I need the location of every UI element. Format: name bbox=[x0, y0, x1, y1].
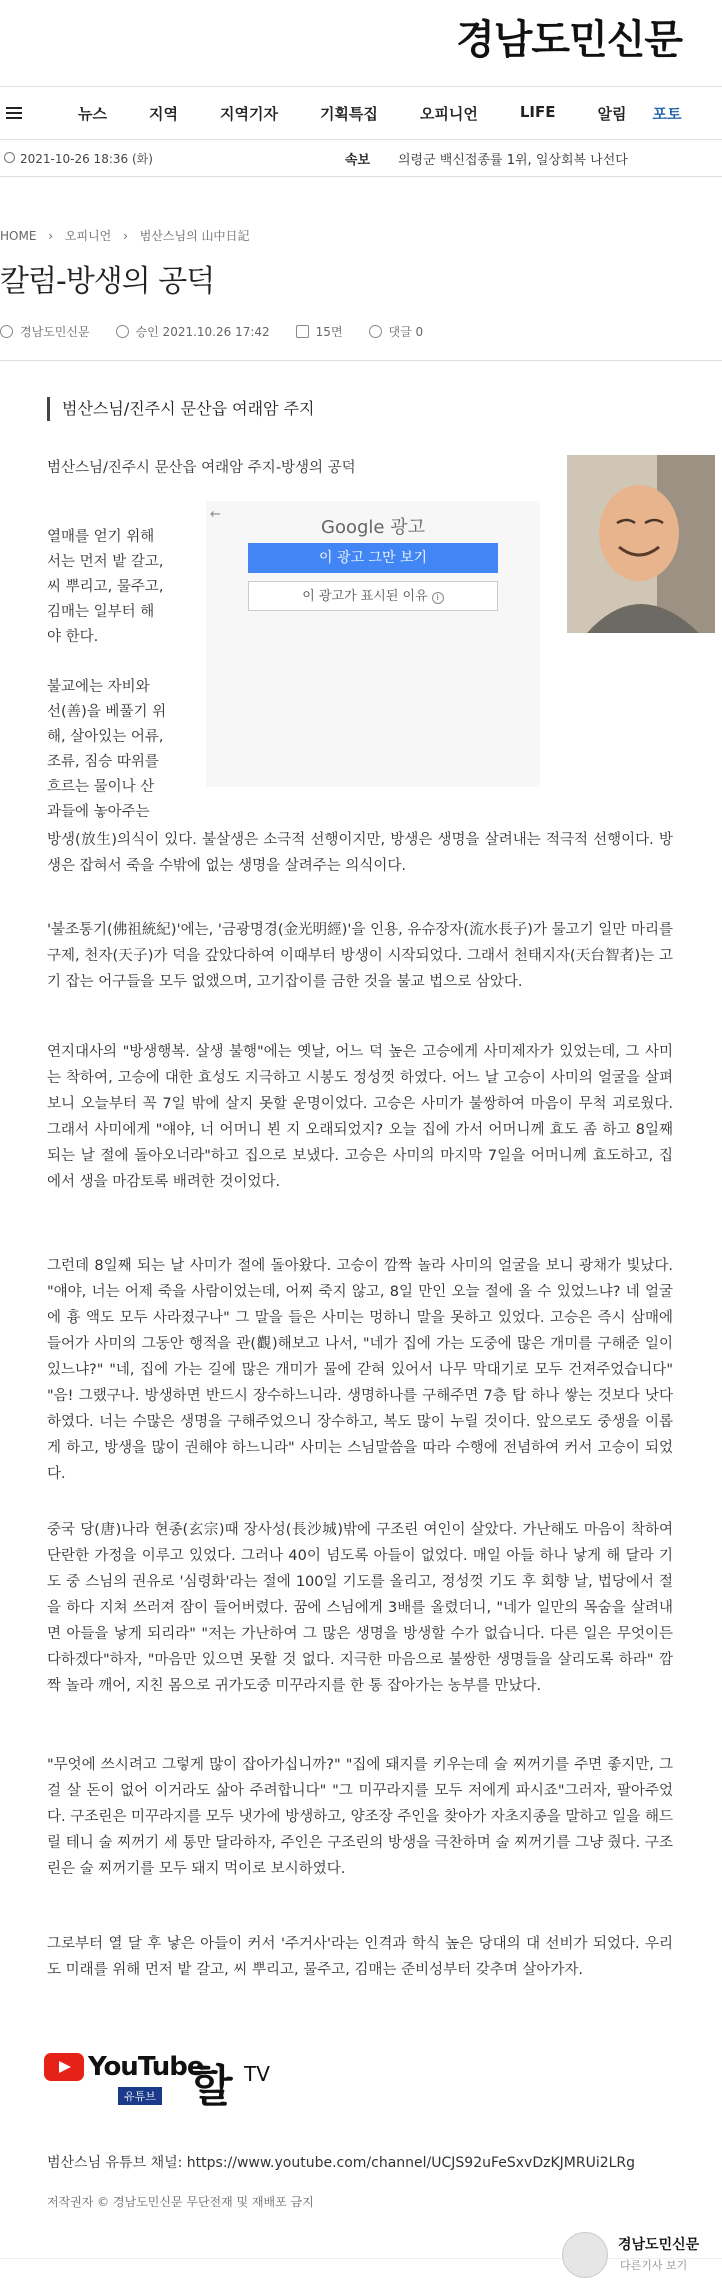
article-paragraph: 연지대사의 "방생행복. 살생 불행"에는 옛날, 어느 덕 높은 고승에게 사미제자가 있었는데, 그 사미는 착하여, 고승에 대한 효성도 지극하고 시봉도 정성껏 하였다. 어느 날 고승이 사미의 얼굴을 살펴보니 오늘부터 꼭 7일 밖에 살지 못할 운명이었다. 고승은 사미가 불쌍하여 마음이 무척 괴로웠다. 그래서 사미에게 "얘야, 너 어머니 뵌 지 오래되었지? 오늘 집에 가서 어머니께 효도 좀 하고 8일째 되는 날 절에 돌아오너라"하고 집으로 보냈다. 고승은 사미의 마지막 7일을 어머니께 효도하고, 집에서 생을 마감토록 배려한 것이었다. bbox=[47, 1044, 673, 1190]
masthead bbox=[0, 0, 722, 87]
intro-line: 씨 뿌리고, 물주고, bbox=[47, 579, 164, 595]
youtube-logo[interactable] bbox=[44, 2052, 203, 2082]
article-paragraph: '불조통기(佛祖統紀)'에는, '금광명경(金光明經)'을 인용, 유슈장자(流水長子)가 물고기 일만 마리를 구제, 천자(天子)가 덕을 갚았다하여 이때부터 방생이 시작되었다. 그래서 천태지자(天台智者)는 고기 잡는 어구들을 모두 없앴으며, 고기잡이를 금한 것을 불교 법으로 삼았다. bbox=[47, 922, 673, 990]
back-arrow-icon[interactable]: ← bbox=[210, 507, 221, 522]
nav-item-life[interactable]: LIFE bbox=[519, 102, 556, 121]
breaking-label: 속보 bbox=[345, 153, 371, 168]
newspaper-icon bbox=[296, 325, 309, 338]
intro-line: 김매는 일부터 해 bbox=[47, 604, 155, 620]
hamburger-menu-icon[interactable] bbox=[6, 107, 22, 119]
clock-icon bbox=[4, 152, 15, 163]
divider bbox=[0, 360, 722, 361]
breadcrumb-separator: › bbox=[48, 229, 54, 243]
wrap-line: 과들에 놓아주는 bbox=[47, 804, 150, 820]
author-photo bbox=[567, 455, 715, 633]
google-ad bbox=[206, 501, 540, 787]
wrap-line: 해, 살아있는 어류, bbox=[47, 729, 164, 745]
article-paragraph: 방생(放生)의식이 있다. 불살생은 소극적 선행이지만, 방생은 생명을 살려내는 적극적 선행이다. 방생은 잡혀서 죽을 수밖에 없는 생명을 살려주는 의식이다. bbox=[47, 832, 673, 874]
current-datetime: 2021-10-26 18:36 (화) bbox=[20, 152, 153, 166]
wrap-line: 선(善)을 베풀기 위 bbox=[47, 704, 167, 720]
main-nav bbox=[0, 87, 722, 140]
meta-page bbox=[296, 323, 343, 340]
breadcrumb-home[interactable]: HOME bbox=[0, 229, 37, 243]
youtube-korean-label: 유튜브 bbox=[118, 2087, 162, 2105]
more-articles-link[interactable]: 다른기사 보기 bbox=[620, 2259, 688, 2272]
nav-item-photo[interactable]: 포토 bbox=[652, 104, 682, 123]
breadcrumb-column[interactable]: 범산스님의 山中日記 bbox=[139, 229, 250, 243]
youtube-play-icon bbox=[44, 2053, 84, 2081]
comment-count[interactable]: 댓글 0 bbox=[388, 325, 424, 339]
intro-paragraph bbox=[47, 525, 197, 650]
meta-author bbox=[0, 323, 90, 340]
page-number: 15면 bbox=[315, 325, 343, 339]
youtube-channel-link[interactable]: 범산스님 유튜브 채널: https://www.youtube.com/channel/UCJS92uFeSxvDzKJMRUi2LRg bbox=[47, 2155, 636, 2171]
nav-item-opinion[interactable]: 오피니언 bbox=[419, 104, 478, 123]
nav-item-region[interactable]: 지역 bbox=[148, 104, 178, 123]
youtube-wordmark: YouTube bbox=[88, 2052, 204, 2082]
author-name: 경남도민신문 bbox=[20, 325, 90, 339]
nav-item-notice[interactable]: 알림 bbox=[597, 104, 627, 123]
article-paragraph: "무엇에 쓰시려고 그렇게 많이 잡아가십니까?" "집에 돼지를 키우는데 술 찌꺼기를 주면 좋지만, 그걸 살 돈이 없어 이거라도 삶아 주려합니다" "그 미꾸라지를 모두 저에게 파시죠"그러자, 팔아주었다. 구조린은 미꾸라지를 모두 냇가에 방생하고, 양조장 주인을 찾아가 자초지종을 말하고 일을 해드릴 테니 술 찌꺼기 세 통만 달라하자, 주인은 구조린의 방생을 극찬하며 술 찌꺼기를 그냥 줬다. 구조린은 술 찌꺼기를 모두 돼지 먹이로 보시하였다. bbox=[47, 1757, 673, 1877]
breaking-headline[interactable]: 의령군 백신접종률 1위, 일상회복 나선다 bbox=[398, 153, 628, 168]
article-meta bbox=[0, 323, 449, 340]
meta-comments[interactable] bbox=[369, 323, 424, 340]
intro-line: 야 한다. bbox=[47, 629, 99, 645]
article-paragraph: 중국 당(唐)나라 현종(玄宗)때 장사성(長沙城)밖에 구조린 여인이 살았다. 가난해도 마음이 착하여 단란한 가정을 이루고 있었다. 그러나 40이 넘도록 아들이 없었다. 매일 아들 하나 낳게 해 달라 기도 중 스님의 권유로 '심령화'라는 절에 100일 기도를 올리고, 정성껏 기도 후 회향 날, 법당에서 절을 하다 지쳐 쓰러져 잠이 들어버렸다. 꿈에 스님에게 3배를 올렸더니, "네가 일만의 목숨을 살려내면 아들을 낳게 되리라" "저는 가난하여 그 많은 생명을 방생할 수가 없습니다. 다른 일은 무엇이든 다하겠다"하자, "마음만 있으면 못할 것 없다. 지극한 마음으로 불쌍한 생명들을 살리도록 하라" 깜짝 놀라 깨어, 지친 몸으로 귀가도중 미꾸라지를 한 통 잡아가는 농부를 만났다. bbox=[47, 1522, 673, 1694]
nav-item-local-reporter[interactable]: 지역기자 bbox=[219, 104, 278, 123]
stop-ad-button[interactable]: 이 광고 그만 보기 bbox=[248, 543, 498, 573]
ad-title: Google 광고 bbox=[321, 517, 425, 538]
nav-item-features[interactable]: 기획특집 bbox=[319, 104, 378, 123]
intro-line: 열매를 얻기 위해 bbox=[47, 529, 155, 545]
clock-icon bbox=[116, 325, 129, 338]
nav-items bbox=[50, 103, 681, 124]
approved-datetime: 승인 2021.10.26 17:42 bbox=[135, 325, 270, 339]
breadcrumb bbox=[0, 227, 250, 244]
hal-tv-suffix: TV bbox=[244, 2062, 270, 2086]
wrap-paragraph bbox=[47, 675, 197, 825]
copyright-notice: 저작권자 © 경남도민신문 무단전재 및 재배포 금지 bbox=[47, 2195, 314, 2209]
article-title: 칼럼-방생의 공덕 bbox=[0, 264, 215, 299]
wrap-line: 흐르는 물이나 산 bbox=[47, 779, 155, 795]
site-logo[interactable]: 경남도민신문 bbox=[456, 17, 682, 63]
why-ad-button[interactable] bbox=[248, 581, 498, 611]
divider bbox=[0, 2258, 722, 2259]
reporter-avatar[interactable] bbox=[562, 2232, 608, 2278]
info-icon: i bbox=[432, 592, 444, 604]
article-paragraph: 그로부터 열 달 후 낳은 아들이 커서 '주거사'라는 인격과 학식 높은 당대의 대 선비가 되었다. 우리도 미래를 위해 먼저 밭 갈고, 씨 뿌리고, 물주고, 김매는 준비성부터 갖추며 살아가자. bbox=[47, 1936, 673, 1978]
meta-approved bbox=[116, 323, 270, 340]
reporter-name[interactable]: 경남도민신문 bbox=[618, 2237, 700, 2253]
why-ad-label: 이 광고가 표시된 이유 bbox=[302, 589, 428, 604]
intro-line: 서는 먼저 밭 갈고, bbox=[47, 554, 164, 570]
breaking-bar bbox=[0, 140, 722, 177]
comment-icon bbox=[369, 325, 382, 338]
breadcrumb-separator: › bbox=[123, 229, 128, 243]
wrap-line: 조류, 짐승 따위를 bbox=[47, 754, 159, 770]
user-icon bbox=[0, 325, 13, 338]
wrap-line: 불교에는 자비와 bbox=[47, 679, 150, 695]
article-paragraph: 그런데 8일째 되는 날 사미가 절에 돌아왔다. 고승이 깜짝 놀라 사미의 얼굴을 보니 광채가 빛났다. "얘야, 너는 어제 죽을 사람이었는데, 어찌 죽지 않고, 8일 만인 오늘 절에 올 수 있었느냐? 네 얼굴에 흉 액도 모두 사라졌구나" 그 말을 들은 사미는 멍하니 말을 못하고 있었다. 고승은 즉시 삼매에 들어가 사미의 그동안 행적을 관(觀)해보고 나서, "네가 집에 가는 도중에 많은 개미를 구해준 일이 있느냐?" "네, 집에 가는 길에 많은 개미가 물에 갇혀 있어서 나무 막대기로 모두 건져주었습니다" "음! 그랬구나. 방생하면 반드시 장수하느니라. 생명하나를 구해주면 7층 탑 하나 쌓는 것보다 낫다 하였다. 너는 수많은 생명을 구해주었으니 장수하고, 복도 많이 누릴 것이다. 앞으로도 중생을 이롭게 하고, 방생을 많이 권해야 하느니라" 사미는 스님말씀을 따라 수행에 전념하여 커서 고승이 되었다. bbox=[47, 1258, 673, 1482]
article-subtitle: 범산스님/진주시 문산읍 여래암 주지 bbox=[47, 397, 315, 421]
article-byline: 범산스님/진주시 문산읍 여래암 주지-방생의 공덕 bbox=[47, 460, 356, 476]
hal-tv-logo[interactable]: 할 bbox=[190, 2061, 233, 2112]
nav-item-news[interactable]: 뉴스 bbox=[78, 104, 107, 123]
breadcrumb-opinion[interactable]: 오피니언 bbox=[64, 229, 112, 243]
